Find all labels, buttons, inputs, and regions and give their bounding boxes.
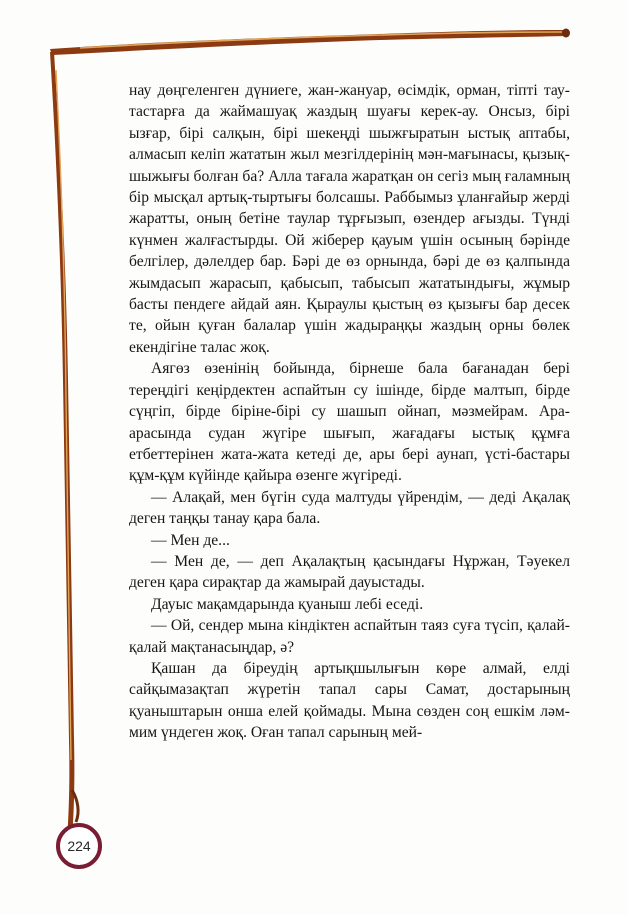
dialogue-line: — Мен де... <box>151 531 230 549</box>
paragraph: Қашан да біреудің артықшылығын көре алмай, елді сайқымазақтап жүретін тапал сары Самат, достарының қуаныштарын онша елей қоймады. Мына сөзден соң ешкім ләм-мим үндеген жоқ. Оған тапал сарының мей- <box>129 659 570 742</box>
body-text <box>129 80 570 744</box>
dialogue-line: — Мен де, — деп Ақалақтың қасындағы Нұржан, Тәуекел деген қара сирақтар да жамырай дауыстады. <box>129 552 570 592</box>
paragraph: Дауыс мақамдарында қуаныш лебі еседі. <box>151 595 424 613</box>
dialogue-line: — Ой, сендер мына кіндіктен аспайтын таяз суға түсіп, қалай-қалай мақтанасыңдар, ә? <box>129 617 570 656</box>
top-rod <box>50 30 568 55</box>
page-number-badge: 224 <box>56 823 102 869</box>
paragraph: Аягөз өзенінің бойында, бірнеше бала бағанадан бері тереңдігі кеңірдектен аспайтын су ішінде, бірде малтып, бірде сүңгіп, бірде біріне-бірі су шашып ойнап, мәзмейрам. Ара-арасында судан жүгіре шығып, жағадағы ыстық құмға етбеттерінен жата-жата кетеді де, ары бері аунап, үсті-бастары құм-құм күйінде қайыра өзенге жүгіреді. <box>129 360 570 485</box>
dialogue-line: — Алақай, мен бүгін суда малтуды үйрендім, — деді Ақалақ деген таңқы танау қара бала. <box>129 488 570 528</box>
top-rod-end <box>562 29 570 38</box>
paragraph: нау дөңгеленген дүниеге, жан-жануар, өсімдік, орман, тіпті тау-тастарға да жаймашуақ жаздың шуағы керек-ау. Онсыз, бірі ызғар, бірі салқын, бірі шекеңді шыжғыратын ыстық аптабы, алмасып келіп жататын жыл мезгілдерінің мән-мағынасы, қызық-шыжығы болған ба? Алла тағала жаратқан он сегіз мың ғаламның бір мысқал артық-тыртығы болсашы. Раббымыз ұланғайыр жерді жаратты, оның бетіне таулар тұрғызып, өзендер ағызды. Түнді күнмен жалғастырды. Ой жіберер қауым үшін осының бәрінде белгілер, дәлелдер бар. Бәрі де өз орнында, бәрі де өз қалпында жымдасып жарасып, қабысып, табысып жататындығы, жұмыр басты пендеге айдай аян. Қыраулы қыстың өз қызығы бар десек те, ойын қуған балалар үшін жадыраңқы жаздың орны бөлек екендігіне талас жоқ. <box>129 82 570 356</box>
